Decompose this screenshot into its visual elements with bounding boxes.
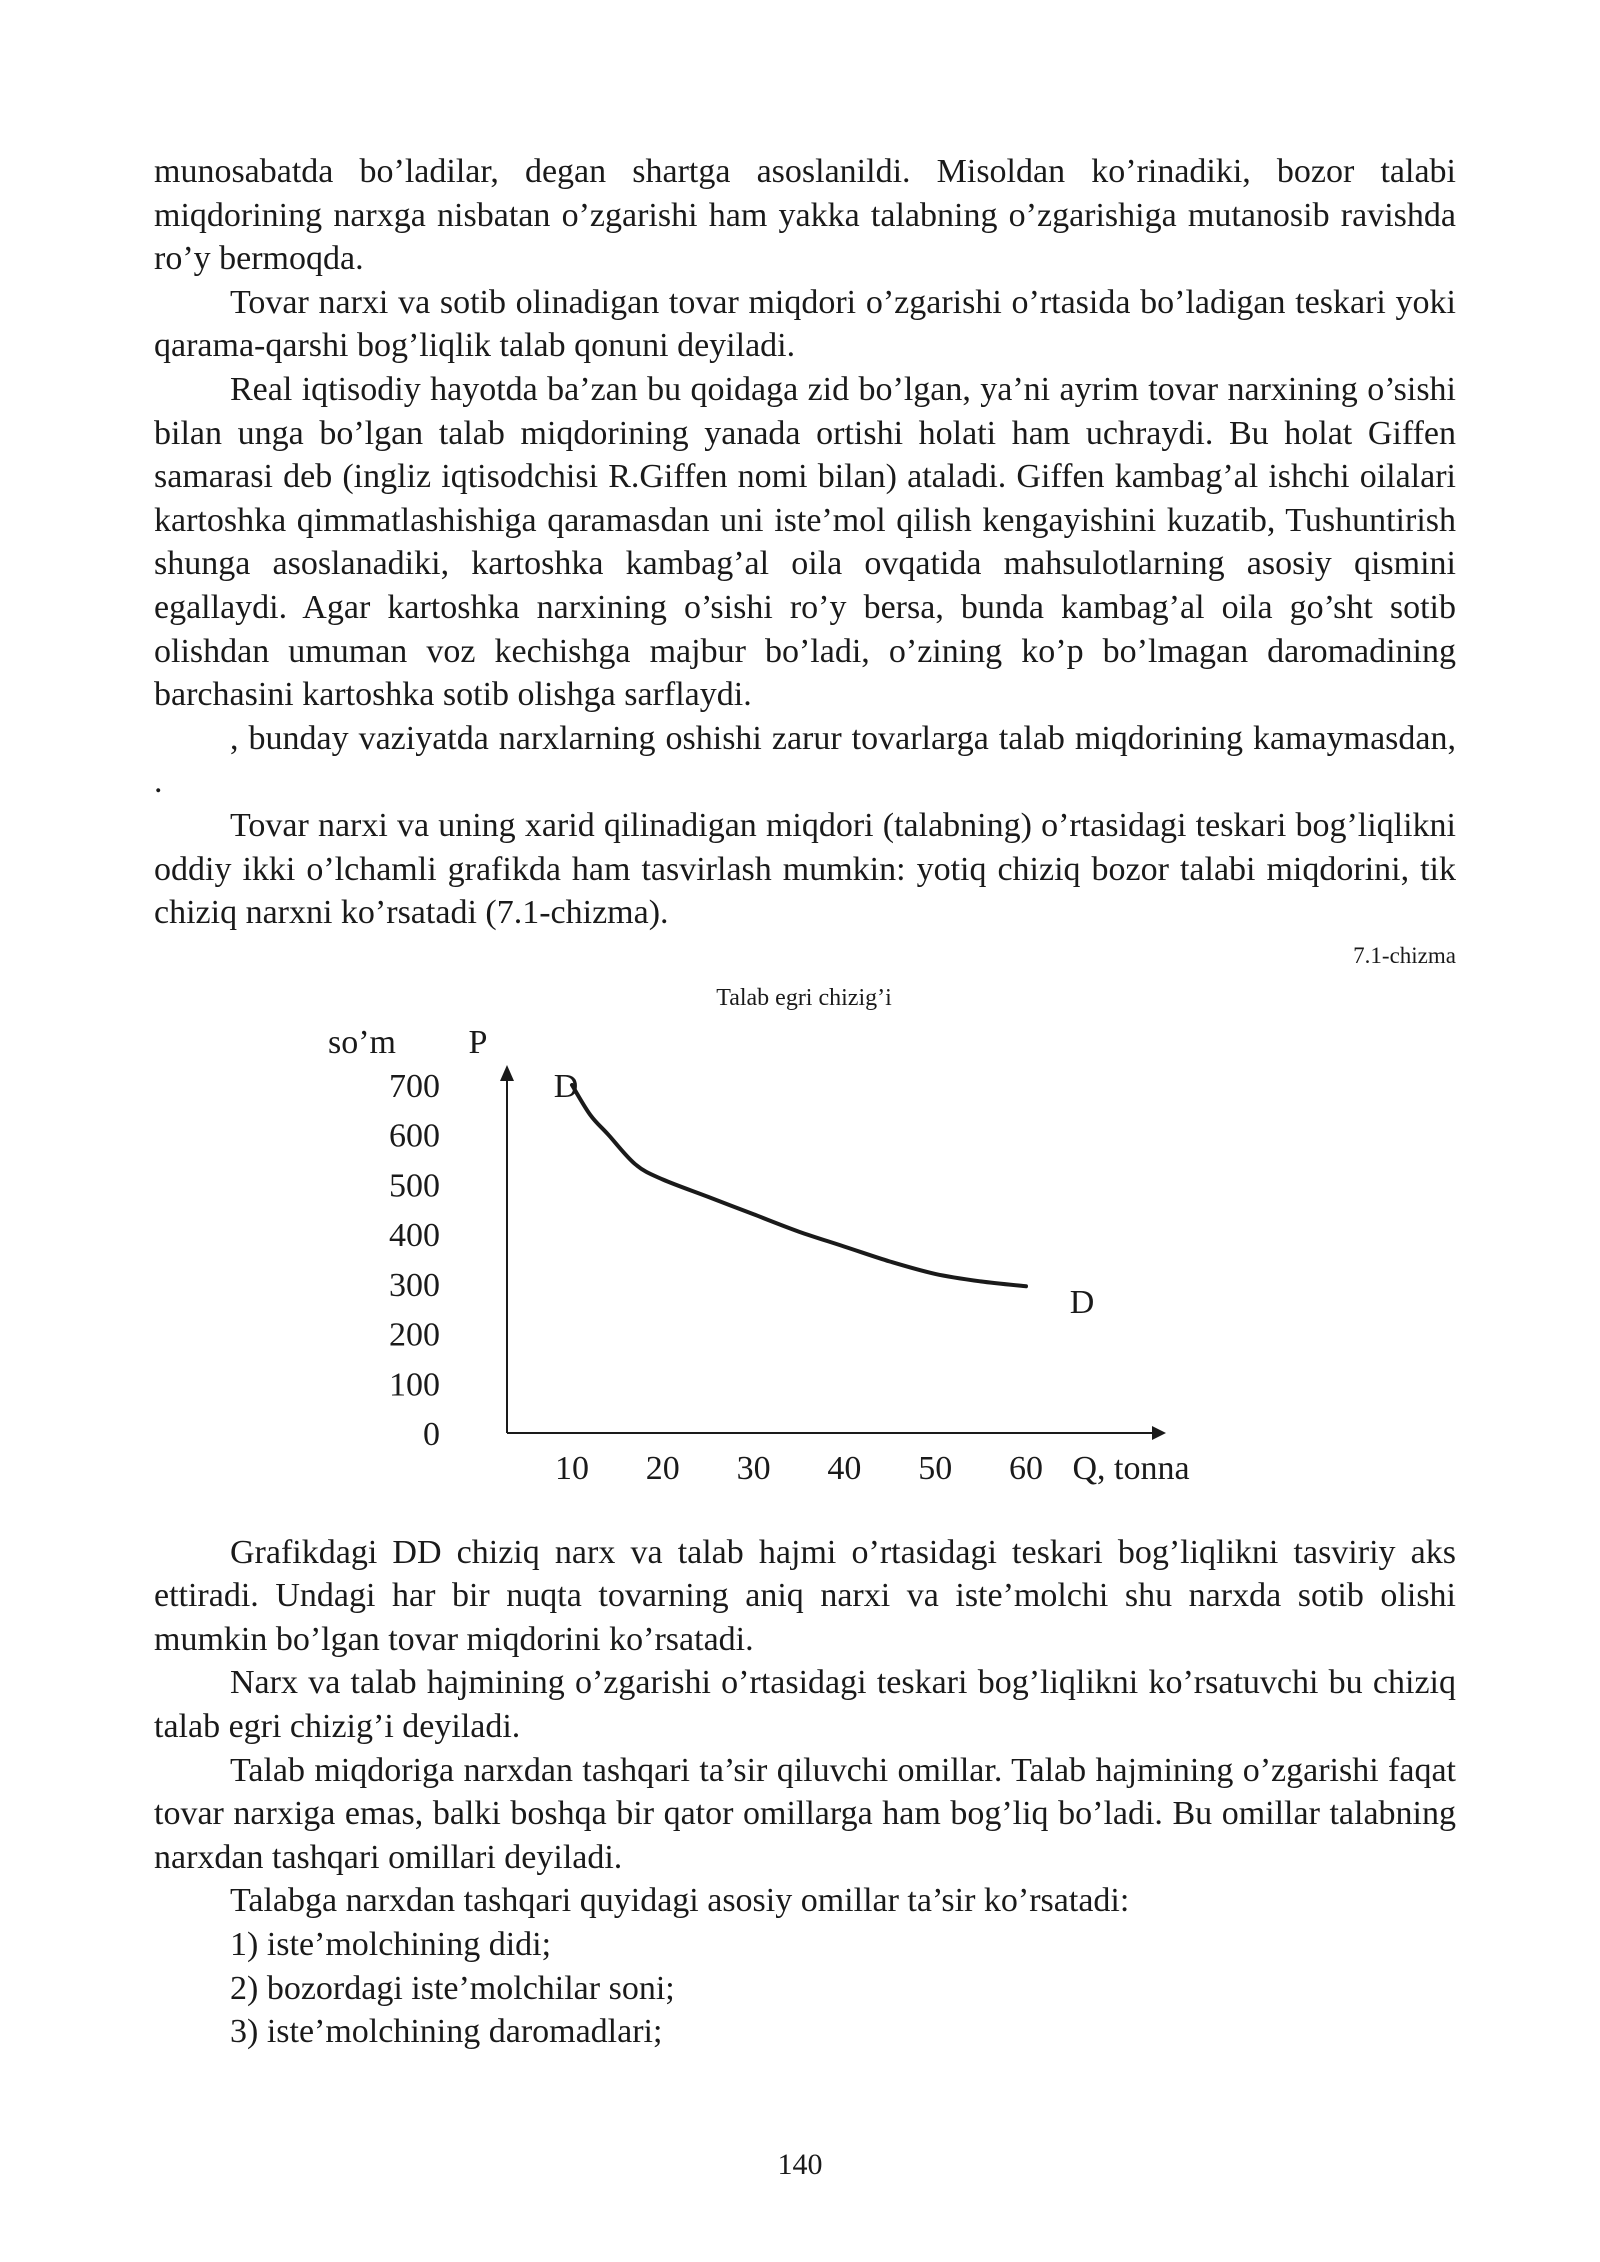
- paragraph: Tovar narxi va uning xarid qilinadigan miqdori (talabning) o’rtasidagi teskari bog’liqlikni oddiy ikki o’lchamli grafikda ham tasvirlash mumkin: yotiq chiziq bozor talabi miqdorini, tik chiziq narxni ko’rsatadi (7.1-chizma).: [154, 806, 1456, 932]
- page-body: [154, 150, 1456, 2054]
- x-tick-label: 40: [827, 1449, 862, 1487]
- y-tick-label: 700: [389, 1067, 440, 1105]
- y-tick-label: 100: [389, 1365, 440, 1403]
- x-tick-label: 50: [918, 1449, 953, 1487]
- x-tick-label: 60: [1009, 1449, 1043, 1487]
- y-tick-label: 200: [389, 1316, 440, 1354]
- paragraph: Tovar narxi va sotib olinadigan tovar miqdori o’zgarishi o’rtasida bo’ladigan teskari yoki qarama-qarshi bog’liqlik talab qonuni deyiladi.: [154, 283, 1456, 365]
- x-tick-labels: [555, 1450, 1043, 1487]
- curve-label-start: D: [553, 1067, 579, 1105]
- list-item: 1) iste’molchining didi;: [230, 1926, 552, 1964]
- x-tick-label: 30: [736, 1449, 771, 1487]
- chart-svg: [154, 971, 1456, 1531]
- y-tick-label: 0: [423, 1415, 440, 1453]
- paragraph: Grafikdagi DD chiziq narx va talab hajmi o’rtasidagi teskari bog’liqlikni tasviriy aks ettiradi. Undagi har bir nuqta tovarning aniq narxi va iste’molchi shu narxda sotib olishi mumkin bo’lgan tovar miqdorini ko’rsatadi.: [154, 1533, 1456, 1658]
- x-axis-arrow: [1152, 1426, 1166, 1440]
- y-axis-unit: so’m: [328, 1023, 396, 1061]
- demand-curve: [572, 1085, 1026, 1286]
- paragraph: Talabga narxdan tashqari quyidagi asosiy omillar ta’sir ko’rsatadi:: [230, 1882, 1130, 1920]
- page-number: 140: [777, 2148, 823, 2181]
- y-tick-label: 600: [389, 1117, 440, 1155]
- y-tick-label: 400: [389, 1216, 440, 1254]
- x-tick-label: 20: [645, 1449, 680, 1487]
- chart-title: Talab egri chizig’i: [716, 984, 892, 1011]
- y-tick-label: 500: [389, 1167, 440, 1205]
- x-tick-label: 10: [555, 1449, 589, 1487]
- y-tick-label: 300: [389, 1266, 440, 1304]
- y-tick-labels: [389, 1068, 440, 1453]
- paragraph: Talab miqdoriga narxdan tashqari ta’sir qiluvchi omillar. Talab hajmining o’zgarishi faqat tovar narxiga emas, balki boshqa bir qator omillarga ham bog’liq bo’ladi. Bu omillar talabning narxdan tashqari omillari deyiladi.: [154, 1751, 1456, 1876]
- paragraph: , bunday vaziyatda narxlarning oshishi zarur tovarlarga talab miqdorining kamaymasdan, .: [154, 719, 1456, 801]
- text-block-bottom: [154, 1531, 1456, 1923]
- paragraph: Narx va talab hajmining o’zgarishi o’rtasidagi teskari bog’liqlikni ko’rsatuvchi bu chiziq talab egri chizig’i deyiladi.: [154, 1664, 1456, 1746]
- figure-label: 7.1-chizma: [1353, 942, 1456, 968]
- curve-label-end: D: [1069, 1283, 1095, 1321]
- y-axis-arrow: [500, 1065, 514, 1081]
- list-item: 3) iste’molchining daromadlari;: [230, 2013, 663, 2051]
- demand-chart: [154, 971, 1456, 1531]
- x-axis-label: Q, tonna: [1072, 1449, 1190, 1487]
- y-axis-label: P: [468, 1023, 488, 1061]
- text-block-top: [154, 150, 1456, 935]
- factor-list: [154, 1923, 1456, 2054]
- paragraph: munosabatda bo’ladilar, degan shartga asoslanildi. Misoldan ko’rinadiki, bozor talabi miqdorining narxga nisbatan o’zgarishi ham yakka talabning o’zgarishiga mutanosib ravishda ro’y bermoqda.: [154, 153, 1456, 278]
- paragraph: Real iqtisodiy hayotda ba’zan bu qoidaga zid bo’lgan, ya’ni ayrim tovar narxining o’sishi bilan unga bo’lgan talab miqdorining yanada ortishi holati ham uchraydi. Bu holat Giffen samarasi deb (ingliz iqtisodchisi R.Giffen nomi bilan) ataladi. Giffen kambag’al ishchi oilalari kartoshka qimmatlashishiga qaramasdan uni iste’mol qilish kengayishini kuzatib, Tushuntirish shunga asoslanadiki, kartoshka kambag’al oila ovqatida mahsulotlarning asosiy qismini egallaydi. Agar kartoshka narxining o’sishi ro’y bersa, bunda kambag’al oila go’sht sotib olishdan umuman voz kechishga majbur bo’ladi, o’zining ko’p bo’lmagan daromadining barchasini kartoshka sotib olishga sarflaydi.: [154, 370, 1456, 714]
- list-item: 2) bozordagi iste’molchilar soni;: [230, 1969, 675, 2007]
